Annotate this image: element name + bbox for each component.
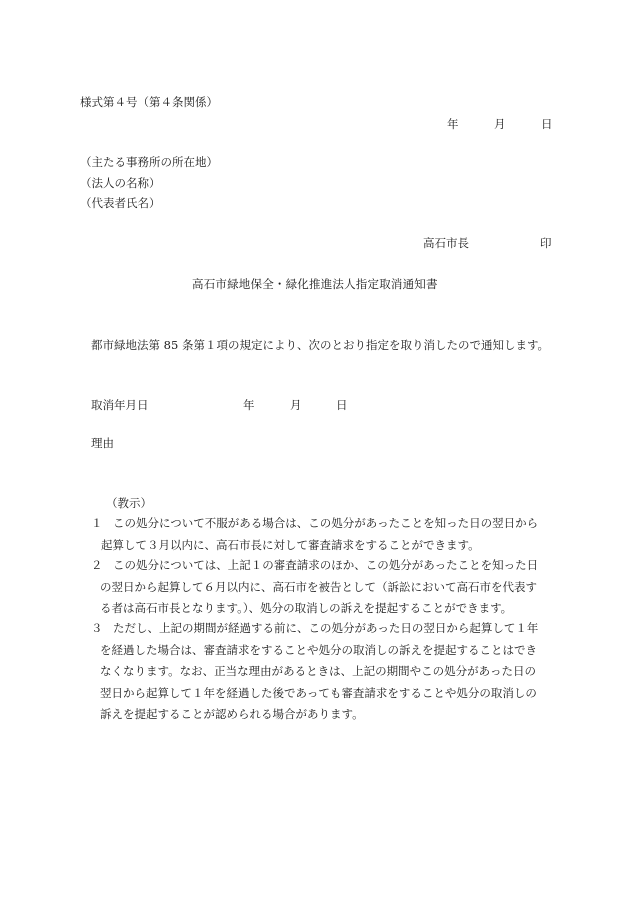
date-year-label: 年 (447, 117, 459, 131)
notice-item-line: ただし、上記の期間が経過する前に、この処分があった日の翌日から起算して１年 (113, 621, 539, 635)
notice-heading: （教示） (106, 496, 152, 510)
issuer-seal: 印 (540, 236, 552, 250)
notice-item-line: の翌日から起算して６月以内に、高石市を被告として（訴訟において高石市を代表す (100, 579, 537, 594)
notice-item-line: を経過した場合は、審査請求をすることや処分の取消しの訴えを提起することはでき (100, 642, 537, 657)
cancel-month-label: 月 (290, 398, 302, 412)
recipient-address: （主たる事務所の所在地） (80, 155, 218, 169)
issuer-mayor: 高石市長 (423, 236, 469, 250)
notice-item-line: この処分について不服がある場合は、この処分があったことを知った日の翌日から (113, 516, 539, 530)
document-body: 都市緑地法第 85 条第１項の規定により、次のとおり指定を取り消したので通知します。 (91, 338, 550, 352)
cancel-date-label: 取消年月日 (91, 398, 149, 412)
notice-item-line: なくなります。なお、正当な理由があるときは、上記の期間やこの処分があった日の (100, 664, 536, 678)
notice-item (91, 621, 553, 729)
notice-item-line: 起算して３月以内に、高石市長に対して審査請求をすることができます。 (101, 537, 480, 552)
notice-item (91, 558, 553, 623)
notice-item (91, 516, 553, 559)
recipient-representative: （代表者氏名） (80, 196, 161, 210)
reason-label: 理由 (91, 436, 114, 450)
notice-item-line: 訴えを提起することが認められる場合があります。 (100, 707, 364, 721)
notice-item-line: 翌日から起算して１年を経過した後であっても審査請求をすることや処分の取消しの (100, 685, 537, 700)
notice-item-line: る者は高石市長となります。）、処分の取消しの訴えを提起することができます。 (100, 601, 513, 615)
cancel-day-label: 日 (336, 398, 348, 412)
document-title: 高石市緑地保全・緑化推進法人指定取消通知書 (192, 277, 438, 291)
notice-item-number: １ (91, 516, 103, 530)
recipient-corporation-name: （法人の名称） (80, 176, 161, 190)
form-number: 様式第４号（第４条関係） (80, 95, 218, 109)
notice-item-line: この処分については、上記１の審査請求のほか、この処分があったことを知った日 (113, 558, 539, 572)
date-day-label: 日 (541, 117, 553, 131)
cancel-year-label: 年 (243, 398, 255, 412)
date-month-label: 月 (494, 117, 506, 131)
notice-item-number: ２ (91, 558, 103, 572)
notice-item-number: ３ (91, 621, 103, 635)
